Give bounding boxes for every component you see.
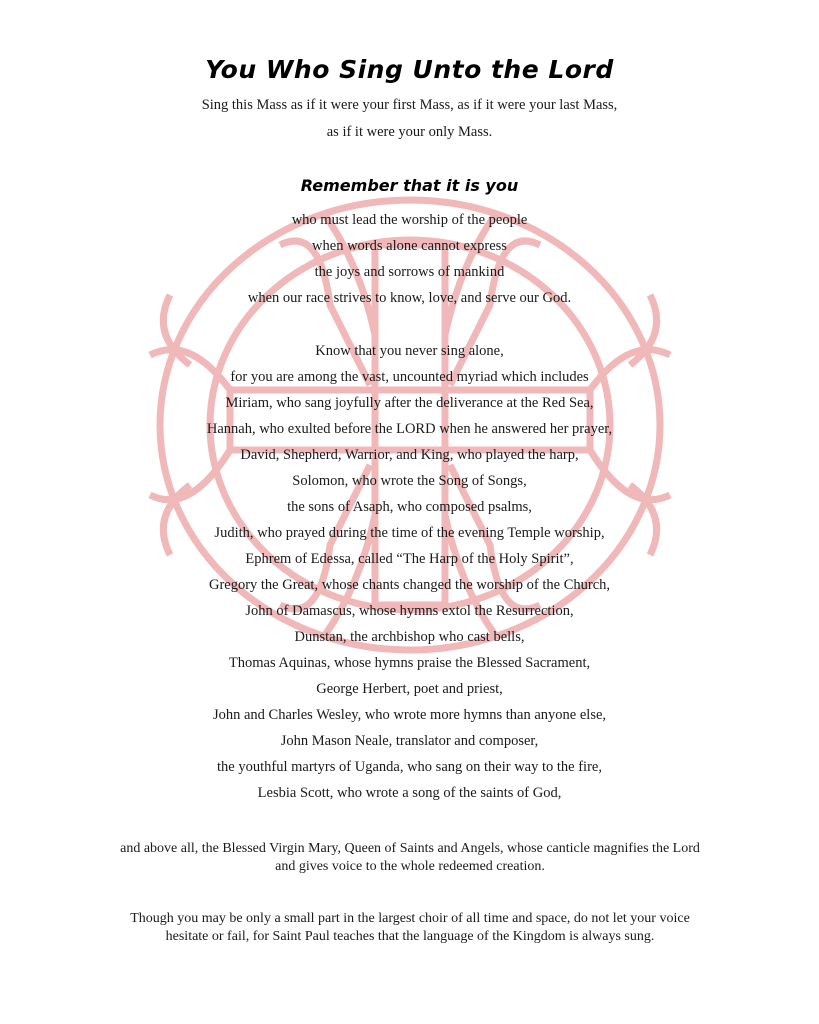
stanza1-line: who must lead the worship of the people [291,212,528,228]
stanza2-line: Judith, who prayed during the time of the evening Temple worship, [214,525,605,541]
stanza2-line: Know that you never sing alone, [315,343,504,359]
closing-paragraph-choir: Though you may be only a small part in the largest choir of all time and space, do not let your voice hesitate or fail, for Saint Paul teaches that the language of the Kingdom is always sung. [130,911,690,944]
stanza2-line: George Herbert, poet and priest, [316,681,503,697]
stanza2-line: the sons of Asaph, who composed psalms, [287,499,532,515]
stanza2-line: Solomon, who wrote the Song of Songs, [292,473,527,489]
stanza2-line: Gregory the Great, whose chants changed the worship of the Church, [208,577,611,593]
closing-paragraph-mary: and above all, the Blessed Virgin Mary, Queen of Saints and Angels, whose canticle magnifies the Lord and gives voice to the whole redeemed creation. [120,841,700,874]
stanza2-line: Miriam, who sang joyfully after the deliverance at the Red Sea, [225,395,594,411]
stanza2-line: David, Shepherd, Warrior, and King, who played the harp, [240,447,579,463]
intro-line-2: as if it were your only Mass. [326,124,493,140]
stanza2-line: John and Charles Wesley, who wrote more hymns than anyone else, [212,707,607,723]
stanza2-line: Hannah, who exulted before the LORD when he answered her prayer, [206,421,613,437]
section-subheading: Remember that it is you [300,176,519,195]
stanza2-line: for you are among the vast, uncounted myriad which includes [230,369,589,385]
stanza1-line: the joys and sorrows of mankind [314,264,505,280]
stanza1-line: when words alone cannot express [312,238,507,254]
stanza2-line: Thomas Aquinas, whose hymns praise the Blessed Sacrament, [228,655,591,671]
stanza2-line: John of Damascus, whose hymns extol the Resurrection, [245,603,574,619]
stanza2-line: John Mason Neale, translator and composer, [280,733,539,749]
intro-line-1: Sing this Mass as if it were your first Mass, as if it were your last Mass, [201,97,618,113]
stanza1-line: when our race strives to know, love, and serve our God. [247,290,572,306]
stanza2-line: Dunstan, the archbishop who cast bells, [294,629,525,645]
page-title: You Who Sing Unto the Lord [205,55,614,84]
stanza2-line: the youthful martyrs of Uganda, who sang on their way to the fire, [217,759,602,775]
stanza2-line: Ephrem of Edessa, called “The Harp of the Holy Spirit”, [245,551,574,567]
stanza2-line: Lesbia Scott, who wrote a song of the saints of God, [257,785,562,801]
